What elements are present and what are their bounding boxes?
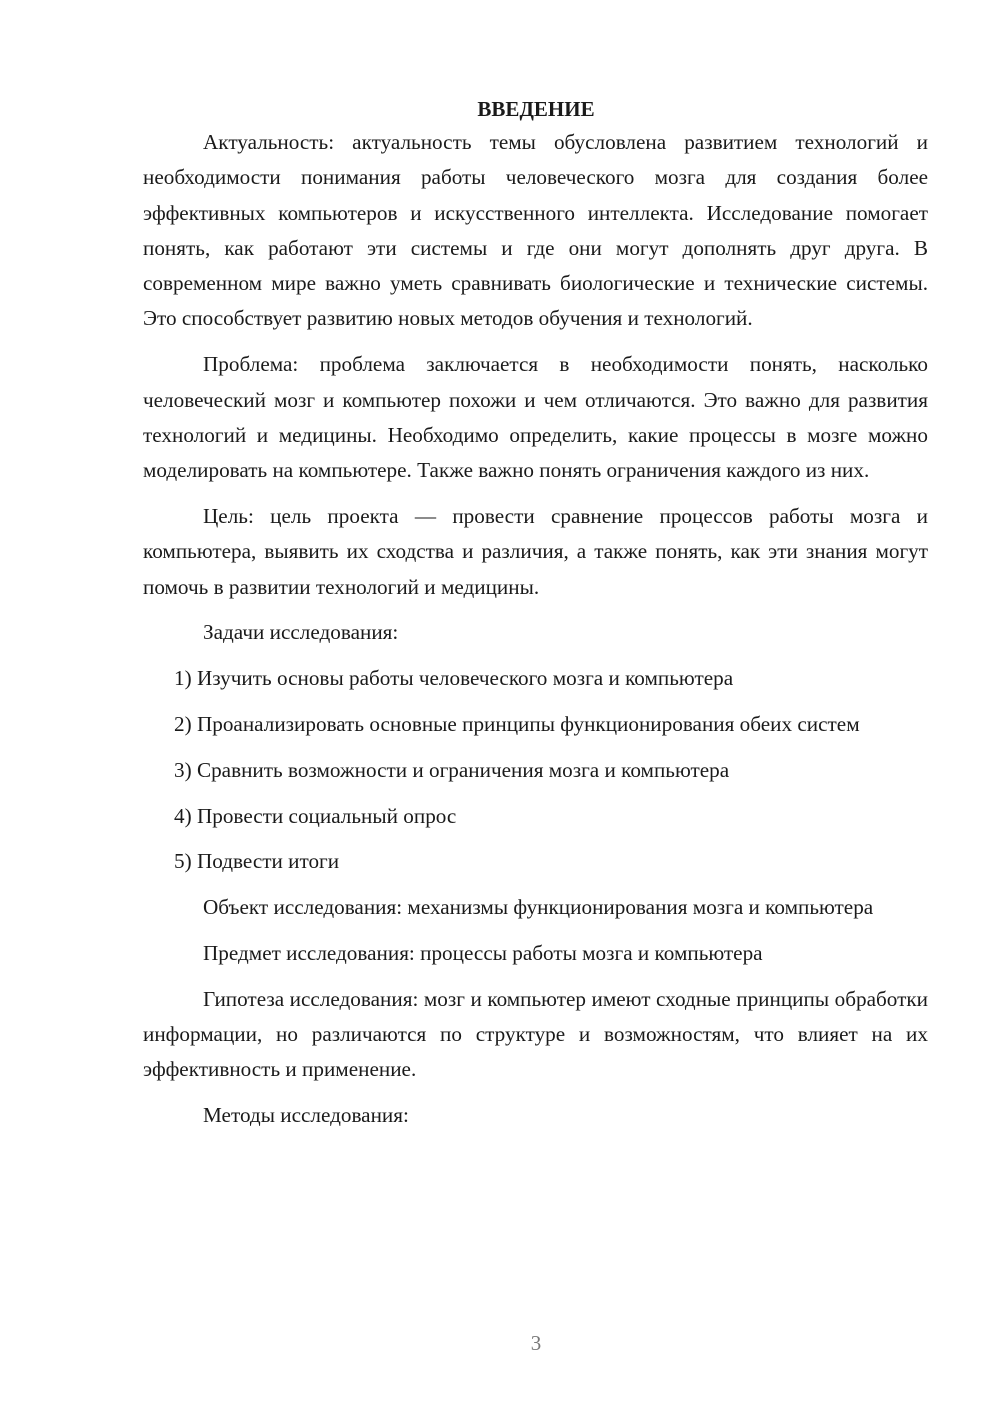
problem-paragraph: Проблема: проблема заключается в необходимости понять, насколько человеческий мозг и компьютер похожи и чем отличаются. Это важно для развития технологий и медицины. Необходимо определить, какие процессы в мозге можно моделировать на компьютере. Также важно понять ограничения каждого из них.: [143, 352, 928, 483]
section-title: ВВЕДЕНИЕ: [477, 97, 595, 121]
task-item-5: 5) Подвести итоги: [174, 849, 340, 874]
task-item-3: 3) Сравнить возможности и ограничения мозга и компьютера: [174, 757, 730, 782]
relevance-paragraph: Актуальность: актуальность темы обусловлена развитием технологий и необходимости понимания работы человеческого мозга для создания более эффективных компьютеров и искусственного интеллекта. Исследование помогает понять, как работают эти системы и где они могут дополнять друг друга. В современном мире важно уметь сравнивать биологические и технические системы. Это способствует развитию новых методов обучения и технологий.: [143, 130, 928, 331]
task-item-4: 4) Провести социальный опрос: [174, 803, 457, 828]
research-subject-paragraph: Предмет исследования: процессы работы мозга и компьютера: [203, 940, 763, 965]
page-number: 3: [530, 1331, 542, 1355]
hypothesis-paragraph: Гипотеза исследования: мозг и компьютер имеют сходные принципы обработки информации, но различаются по структуре и возможностям, что влияет на их эффективность и применение.: [143, 986, 928, 1082]
tasks-heading: Задачи исследования:: [203, 620, 399, 645]
document-page: [143, 92, 928, 1144]
task-item-2: 2) Проанализировать основные принципы функционирования обеих систем: [174, 711, 860, 736]
methods-heading: Методы исследования:: [203, 1103, 409, 1128]
task-item-1: 1) Изучить основы работы человеческого мозга и компьютера: [174, 666, 734, 691]
goal-paragraph: Цель: цель проекта — провести сравнение процессов работы мозга и компьютера, выявить их сходства и различия, а также понять, как эти знания могут помочь в развитии технологий и медицины.: [143, 503, 928, 599]
research-object-paragraph: Объект исследования: механизмы функционирования мозга и компьютера: [203, 895, 874, 920]
